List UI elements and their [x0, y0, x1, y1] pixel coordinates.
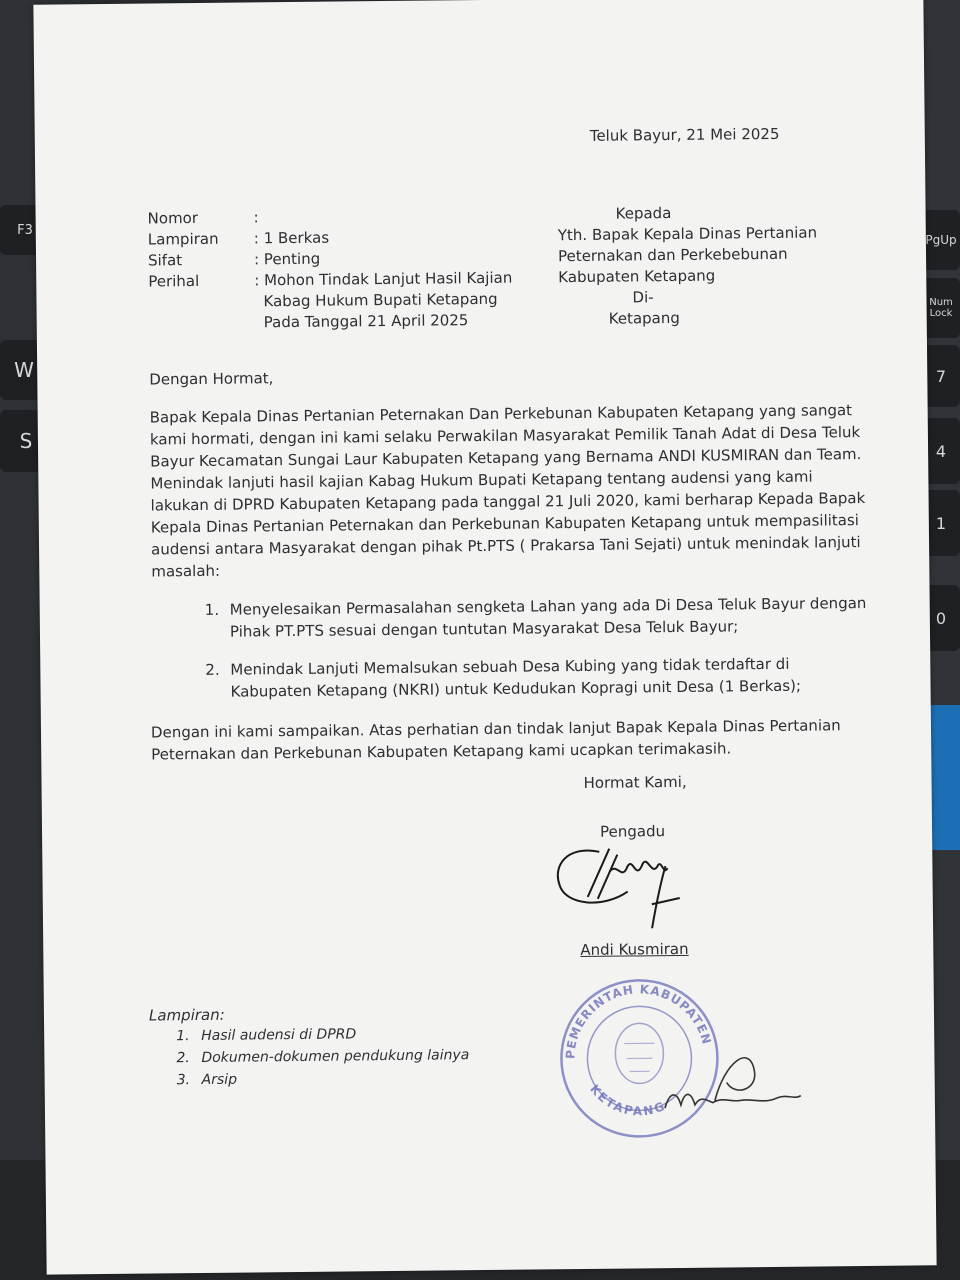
stamp-top-text: PEMERINTAH KABUPATEN [563, 982, 714, 1060]
label-nomor: Nomor [147, 208, 199, 228]
key-7: 7 [922, 345, 960, 407]
date-place: Teluk Bayur, 21 Mei 2025 [589, 124, 780, 145]
key-4: 4 [922, 418, 960, 484]
value-lampiran: : 1 Berkas [253, 228, 330, 248]
body-line-2: kami hormati, dengan ini kami selaku Perwakilan Masyarakat Pemilik Tanah Adat di Desa Teluk [149, 423, 861, 449]
key-pgup: PgUp [922, 210, 960, 270]
key-numlock: Num Lock [922, 278, 960, 338]
label-lampiran: Lampiran [147, 229, 219, 249]
attachment-2-text: Dokumen-dokumen pendukung lainya [201, 1047, 470, 1066]
body-line-5: lakukan di DPRD Kabupaten Ketapang pada tanggal 21 Juli 2020, kami berharap Kepada Bapak [150, 489, 866, 515]
attachment-3-number: 3. [176, 1072, 191, 1089]
recipient-line-2: Peternakan dan Perkebebunan [557, 244, 788, 266]
attachments-title: Lampiran: [148, 1005, 225, 1025]
body-line-8: masalah: [151, 561, 221, 581]
item-1-number: 1. [204, 600, 220, 619]
body-line-1: Bapak Kepala Dinas Pertanian Peternakan Dan Perkebunan Kabupaten Ketapang yang sangat [149, 401, 853, 427]
value-sifat: : Penting [253, 249, 321, 269]
key-f3: F3 [0, 205, 50, 255]
svg-text:PEMERINTAH KABUPATEN [562, 981, 714, 1059]
item-2-line-2: Kabupaten Ketapang (NKRI) untuk Kedudukan Kopragi unit Desa (1 Berkas); [230, 676, 802, 701]
svg-text:KETAPANG [587, 1081, 668, 1119]
key-1: 1 [922, 490, 960, 556]
stamp-bottom-text: KETAPANG [587, 1081, 669, 1119]
attachment-3-text: Arsip [201, 1071, 238, 1088]
recipient-kepada: Kepada [615, 204, 672, 223]
recipient-line-3: Kabupaten Ketapang [558, 266, 716, 287]
attachment-1-number: 1. [176, 1028, 190, 1045]
body-line-6: Kepala Dinas Pertanian Peternakan dan Perkebunan Kabupaten Ketapang untuk mempasilitasi [150, 511, 860, 537]
recipient-di: Di- [632, 288, 654, 307]
body-line-3: Bayur Kecamatan Sungai Laur Kabupaten Ketapang yang Bernama ANDI KUSMIRAN dan Team. [150, 445, 862, 471]
value-nomor: : [253, 208, 259, 227]
attachment-1-text: Hasil audensi di DPRD [201, 1026, 357, 1044]
label-perihal: Perihal [148, 271, 200, 291]
recipient-city: Ketapang [608, 308, 680, 328]
letter-page [33, 0, 936, 1275]
signer-name: Andi Kusmiran [580, 939, 689, 960]
item-1-line-1: Menyelesaikan Permasalahan sengketa Lahan yang ada Di Desa Teluk Bayur dengan [229, 594, 867, 619]
value-perihal: : Mohon Tindak Lanjut Hasil Kajian [254, 268, 513, 290]
body-line-7: audensi antara Masyarakat dengan pihak Pt.PTS ( Prakarsa Tani Sejati) untuk menindak lanjuti [150, 533, 861, 559]
key-0: 0 [922, 585, 960, 651]
item-1-line-2: Pihak PT.PTS sesuai dengan tuntutan Masyarakat Desa Teluk Bayur; [229, 617, 739, 641]
key-w: W [0, 340, 48, 400]
item-2-line-1: Menindak Lanjuti Memalsukan sebuah Desa Kubing yang tidak terdaftar di [230, 654, 790, 679]
closing-line-1: Dengan ini kami sampaikan. Atas perhatian dan tindak lanjut Bapak Kepala Dinas Pertanian [150, 716, 841, 742]
attachment-2-number: 2. [176, 1050, 190, 1067]
recipient-line-1: Yth. Bapak Kepala Dinas Pertanian [557, 223, 818, 245]
signer-role: Pengadu [599, 822, 666, 841]
salutation: Dengan Hormat, [149, 369, 274, 389]
perihal-line-2: Kabag Hukum Bupati Ketapang [263, 289, 498, 311]
signature-image [547, 836, 698, 938]
closing-line-2: Peternakan dan Perkebunan Kabupaten Ketapang kami ucapkan terimakasih. [151, 739, 732, 764]
item-2-number: 2. [205, 660, 220, 679]
key-s: S [0, 410, 52, 472]
body-line-4: Menindak lanjuti hasil kajian Kabag Hukum Bupati Ketapang tentang audensi yang kami [150, 467, 813, 493]
perihal-line-3: Pada Tanggal 21 April 2025 [263, 311, 469, 332]
official-stamp [554, 972, 806, 1145]
label-sifat: Sifat [147, 251, 183, 270]
regards: Hormat Kami, [583, 772, 687, 792]
